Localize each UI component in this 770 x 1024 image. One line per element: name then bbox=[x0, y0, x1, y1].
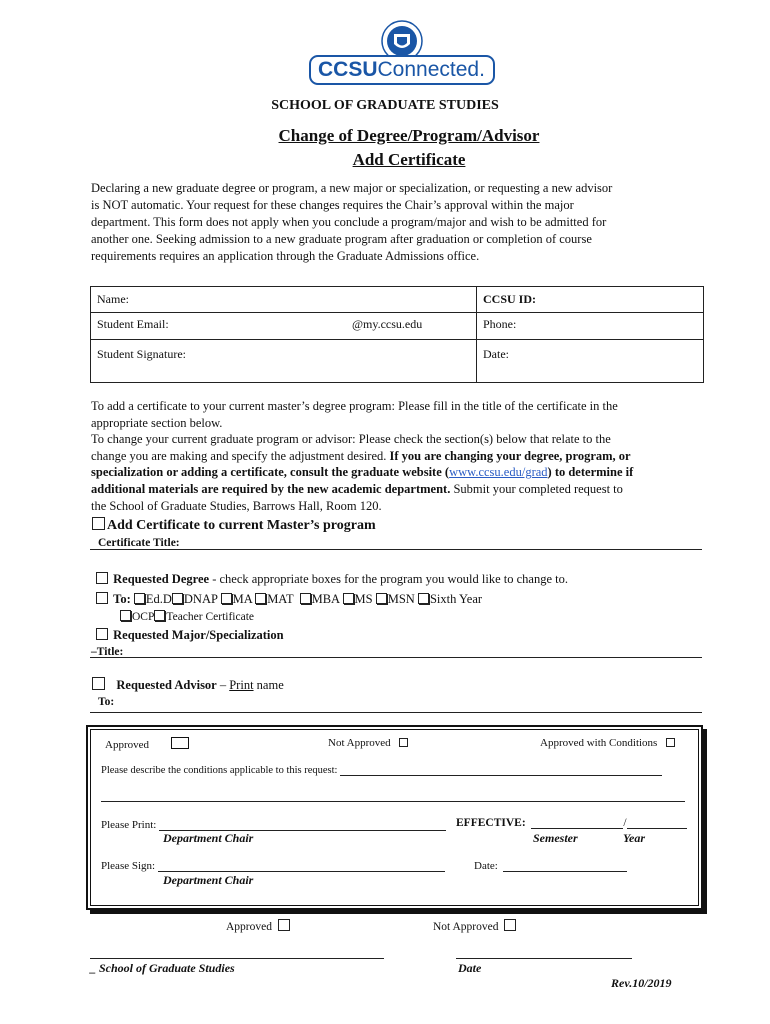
certificate-title-label: Certificate Title: bbox=[98, 537, 180, 549]
logo-ccsu: CCSU bbox=[318, 58, 378, 81]
year-caption: Year bbox=[623, 831, 645, 845]
option-ms-checkbox[interactable] bbox=[343, 593, 354, 604]
intro-paragraph: Declaring a new graduate degree or program, a new major or specialization, or requesting a new advisor is NOT automatic. Your request for these changes requires the Chair’s approval within the major department. This form does not apply when you conclude a program/major and wish to be admitted for another one. Seeking admission to a new graduate program after graduation or completion of course requirements requires an application through the Graduate Admissions office. bbox=[91, 181, 613, 263]
certificate-title-line[interactable] bbox=[90, 549, 702, 550]
chair-not-approved: Not Approved bbox=[328, 737, 410, 749]
effective-row: EFFECTIVE: / bbox=[456, 817, 687, 829]
please-sign-row: Please Sign: bbox=[101, 860, 445, 872]
grad-approved: Approved bbox=[226, 919, 292, 933]
effective-semester-input[interactable] bbox=[531, 828, 623, 829]
major-title-line[interactable] bbox=[90, 657, 702, 658]
grad-website-link[interactable]: www.ccsu.edu/grad bbox=[449, 465, 548, 480]
chair-sign-input[interactable] bbox=[158, 871, 445, 872]
instructions: To add a certificate to your current master’s degree program: Please fill in the title of the certificate in the appropriate section below. To change your current graduate program or advisor: Please check the section(s) below that relate to the change you are making and specify the adjustment desired. If you are changing your degree, program, or specialization or adding a certificate, consult the graduate website (www.ccsu.edu/grad) to determine if additional materials are required by the new academic department. Submit your completed request to the School of Graduate Studies, Barrows Hall, Room 120. bbox=[91, 399, 634, 513]
option-edd-checkbox[interactable] bbox=[134, 593, 145, 604]
chair-approval-box bbox=[86, 725, 703, 910]
ccsu-logo bbox=[308, 20, 496, 86]
chair-date-row: Date: bbox=[474, 860, 627, 872]
semester-caption: Semester bbox=[533, 831, 578, 845]
chair-approved: Approved bbox=[105, 737, 189, 751]
advisor-to-line[interactable] bbox=[90, 712, 702, 713]
option-mba-checkbox[interactable] bbox=[300, 593, 311, 604]
phone-field[interactable]: Phone: bbox=[483, 317, 517, 331]
add-certificate-checkbox[interactable] bbox=[92, 517, 105, 530]
effective-year-input[interactable] bbox=[627, 828, 687, 829]
degree-options-row2: OCP Teacher Certificate bbox=[120, 610, 254, 623]
major-title-label: –Title: bbox=[91, 646, 124, 658]
logo-connected: Connected. bbox=[377, 58, 485, 81]
conditions-line-2[interactable] bbox=[101, 801, 685, 802]
revision-label: Rev.10/2019 bbox=[611, 976, 672, 990]
ccsu-id-field[interactable]: CCSU ID: bbox=[483, 292, 537, 306]
conditions-prompt: Please describe the conditions applicable to this request: bbox=[101, 765, 662, 776]
conditions-input[interactable] bbox=[340, 775, 662, 776]
date-field[interactable]: Date: bbox=[483, 347, 509, 361]
degree-to-checkbox[interactable] bbox=[96, 592, 108, 604]
grad-signature-line[interactable] bbox=[90, 958, 384, 959]
requested-degree-section: Requested Degree - check appropriate boxes for the program you would like to change to. bbox=[96, 572, 568, 587]
email-domain: @my.ccsu.edu bbox=[352, 317, 423, 331]
requested-degree-checkbox[interactable] bbox=[96, 572, 108, 584]
option-ma-checkbox[interactable] bbox=[221, 593, 232, 604]
dept-chair-caption-2: Department Chair bbox=[163, 873, 254, 887]
requested-advisor-checkbox[interactable] bbox=[92, 677, 105, 690]
grad-not-approved-checkbox[interactable] bbox=[504, 919, 516, 931]
degree-options: To: Ed.D DNAP MA MAT MBA MS MSN Sixth Year bbox=[96, 592, 482, 607]
email-field[interactable]: Student Email: bbox=[97, 317, 169, 331]
form-title: Change of Degree/Program/Advisor bbox=[278, 126, 540, 145]
name-field[interactable]: Name: bbox=[97, 292, 129, 306]
option-sixth-year-checkbox[interactable] bbox=[418, 593, 429, 604]
chair-conditions-checkbox[interactable] bbox=[666, 738, 675, 747]
advisor-to-label: To: bbox=[98, 696, 115, 708]
chair-approved-checkbox[interactable] bbox=[171, 737, 189, 749]
option-mat-checkbox[interactable] bbox=[255, 593, 266, 604]
option-teacher-cert-checkbox[interactable] bbox=[154, 610, 165, 621]
grad-date-caption: Date bbox=[458, 961, 482, 975]
grad-date-line[interactable] bbox=[456, 958, 632, 959]
option-msn-checkbox[interactable] bbox=[376, 593, 387, 604]
option-dnap-checkbox[interactable] bbox=[172, 593, 183, 604]
form-subtitle: Add Certificate bbox=[352, 150, 466, 169]
chair-not-approved-checkbox[interactable] bbox=[399, 738, 408, 747]
requested-major-section: Requested Major/Specialization bbox=[96, 628, 284, 643]
add-certificate-section: Add Certificate to current Master’s program bbox=[92, 517, 376, 534]
signature-field[interactable]: Student Signature: bbox=[97, 347, 186, 361]
please-print-row: Please Print: bbox=[101, 819, 446, 831]
student-info-table bbox=[90, 286, 704, 383]
chair-approved-conditions: Approved with Conditions bbox=[540, 737, 677, 749]
option-ocp-checkbox[interactable] bbox=[120, 610, 131, 621]
requested-advisor-section: Requested Advisor – Print name bbox=[92, 677, 284, 693]
requested-major-checkbox[interactable] bbox=[96, 628, 108, 640]
grad-not-approved: Not Approved bbox=[433, 919, 518, 933]
grad-approved-checkbox[interactable] bbox=[278, 919, 290, 931]
school-heading: SCHOOL OF GRADUATE STUDIES bbox=[271, 98, 499, 113]
dept-chair-caption: Department Chair bbox=[163, 831, 254, 845]
school-sig-caption: _ School of Graduate Studies bbox=[90, 961, 235, 975]
chair-date-input[interactable] bbox=[503, 871, 627, 872]
